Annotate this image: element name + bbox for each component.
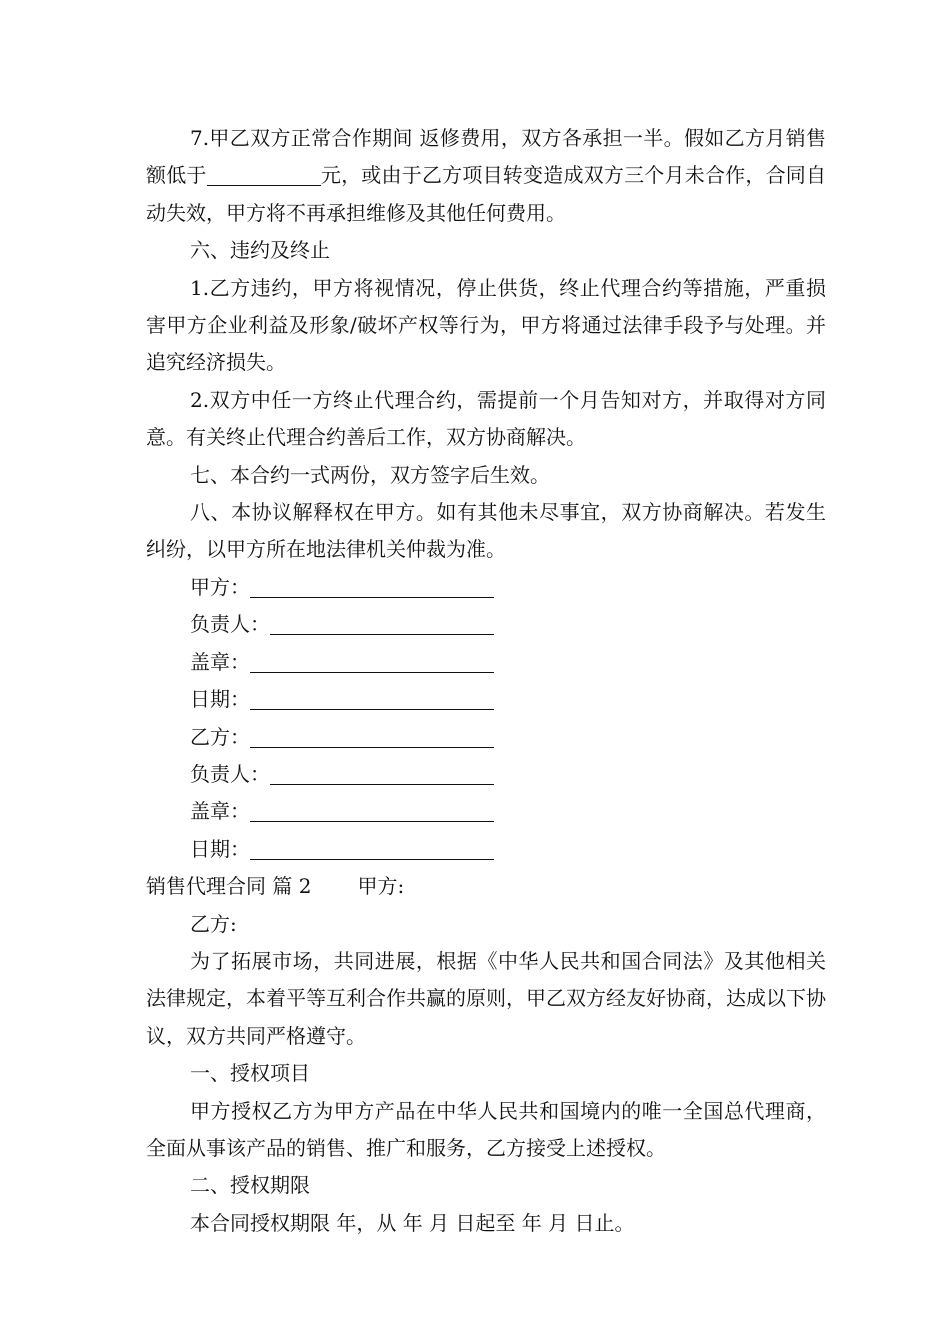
signature-line [250, 799, 494, 822]
contract-2-section-1-heading: 一、授权项目 [190, 1061, 310, 1086]
contract-2-party-a: 甲方: [357, 874, 405, 899]
contract-2-title-line [146, 868, 826, 905]
contract-2-title: 销售代理合同 篇 2 [146, 874, 312, 899]
contract-2-intro: 为了拓展市场，共同进展，根据《中华人民共和国合同法》及其他相关法律规定，本着平等互利合作共赢的原则，甲乙双方经友好协商，达成以下协议，双方共同严格遵守。 [146, 948, 826, 1048]
signature-responsible-b: 负责人： [146, 756, 826, 793]
section-6-item-1: 1.乙方违约，甲方将视情况，停止供货，终止代理合约等措施，严重损害甲方企业利益及形象/破坏产权等行为，甲方将通过法律手段予与处理。并追究经济损失。 [146, 275, 826, 375]
signature-block [146, 569, 826, 868]
document-body [146, 120, 826, 1242]
signature-line [270, 612, 494, 635]
signature-line [250, 837, 494, 860]
section-7: 七、本合约一式两份，双方签字后生效。 [190, 462, 550, 487]
clause-7: 7.甲乙双方正常合作期间 返修费用，双方各承担一半。假如乙方月销售额低于 元，或由于乙方项目转变造成双方三个月未合作，合同自动失效，甲方将不再承担维修及其他任何费用。 [146, 126, 827, 225]
signature-line [250, 725, 494, 748]
section-6-heading: 六、违约及终止 [190, 238, 330, 263]
sales-amount-blank [207, 163, 321, 186]
signature-party-b: 乙方： [146, 719, 826, 756]
signature-date-a: 日期： [146, 681, 826, 718]
signature-line [250, 650, 494, 673]
signature-line [250, 687, 494, 710]
signature-line [250, 575, 494, 598]
signature-seal-a: 盖章： [146, 644, 826, 681]
signature-responsible-a: 负责人： [146, 606, 826, 643]
signature-line [270, 762, 494, 785]
section-8: 八、本协议解释权在甲方。如有其他未尽事宜，双方协商解决。若发生纠纷，以甲方所在地法律机关仲裁为准。 [146, 500, 826, 562]
contract-2-section-2-text: 本合同授权期限 年，从 年 月 日起至 年 月 日止。 [190, 1210, 635, 1235]
contract-2-party-b: 乙方: [190, 911, 237, 936]
contract-2-section-2-heading: 二、授权期限 [190, 1173, 310, 1198]
section-6-item-2: 2.双方中任一方终止代理合约，需提前一个月告知对方，并取得对方同意。有关终止代理合约善后工作，双方协商解决。 [146, 387, 826, 450]
contract-2-section-1-text: 甲方授权乙方为甲方产品在中华人民共和国境内的唯一全国总代理商，全面从事该产品的销售、推广和服务，乙方接受上述授权。 [146, 1098, 826, 1160]
signature-date-b: 日期： [146, 831, 826, 868]
signature-party-a: 甲方： [146, 569, 826, 606]
signature-seal-b: 盖章： [146, 793, 826, 830]
